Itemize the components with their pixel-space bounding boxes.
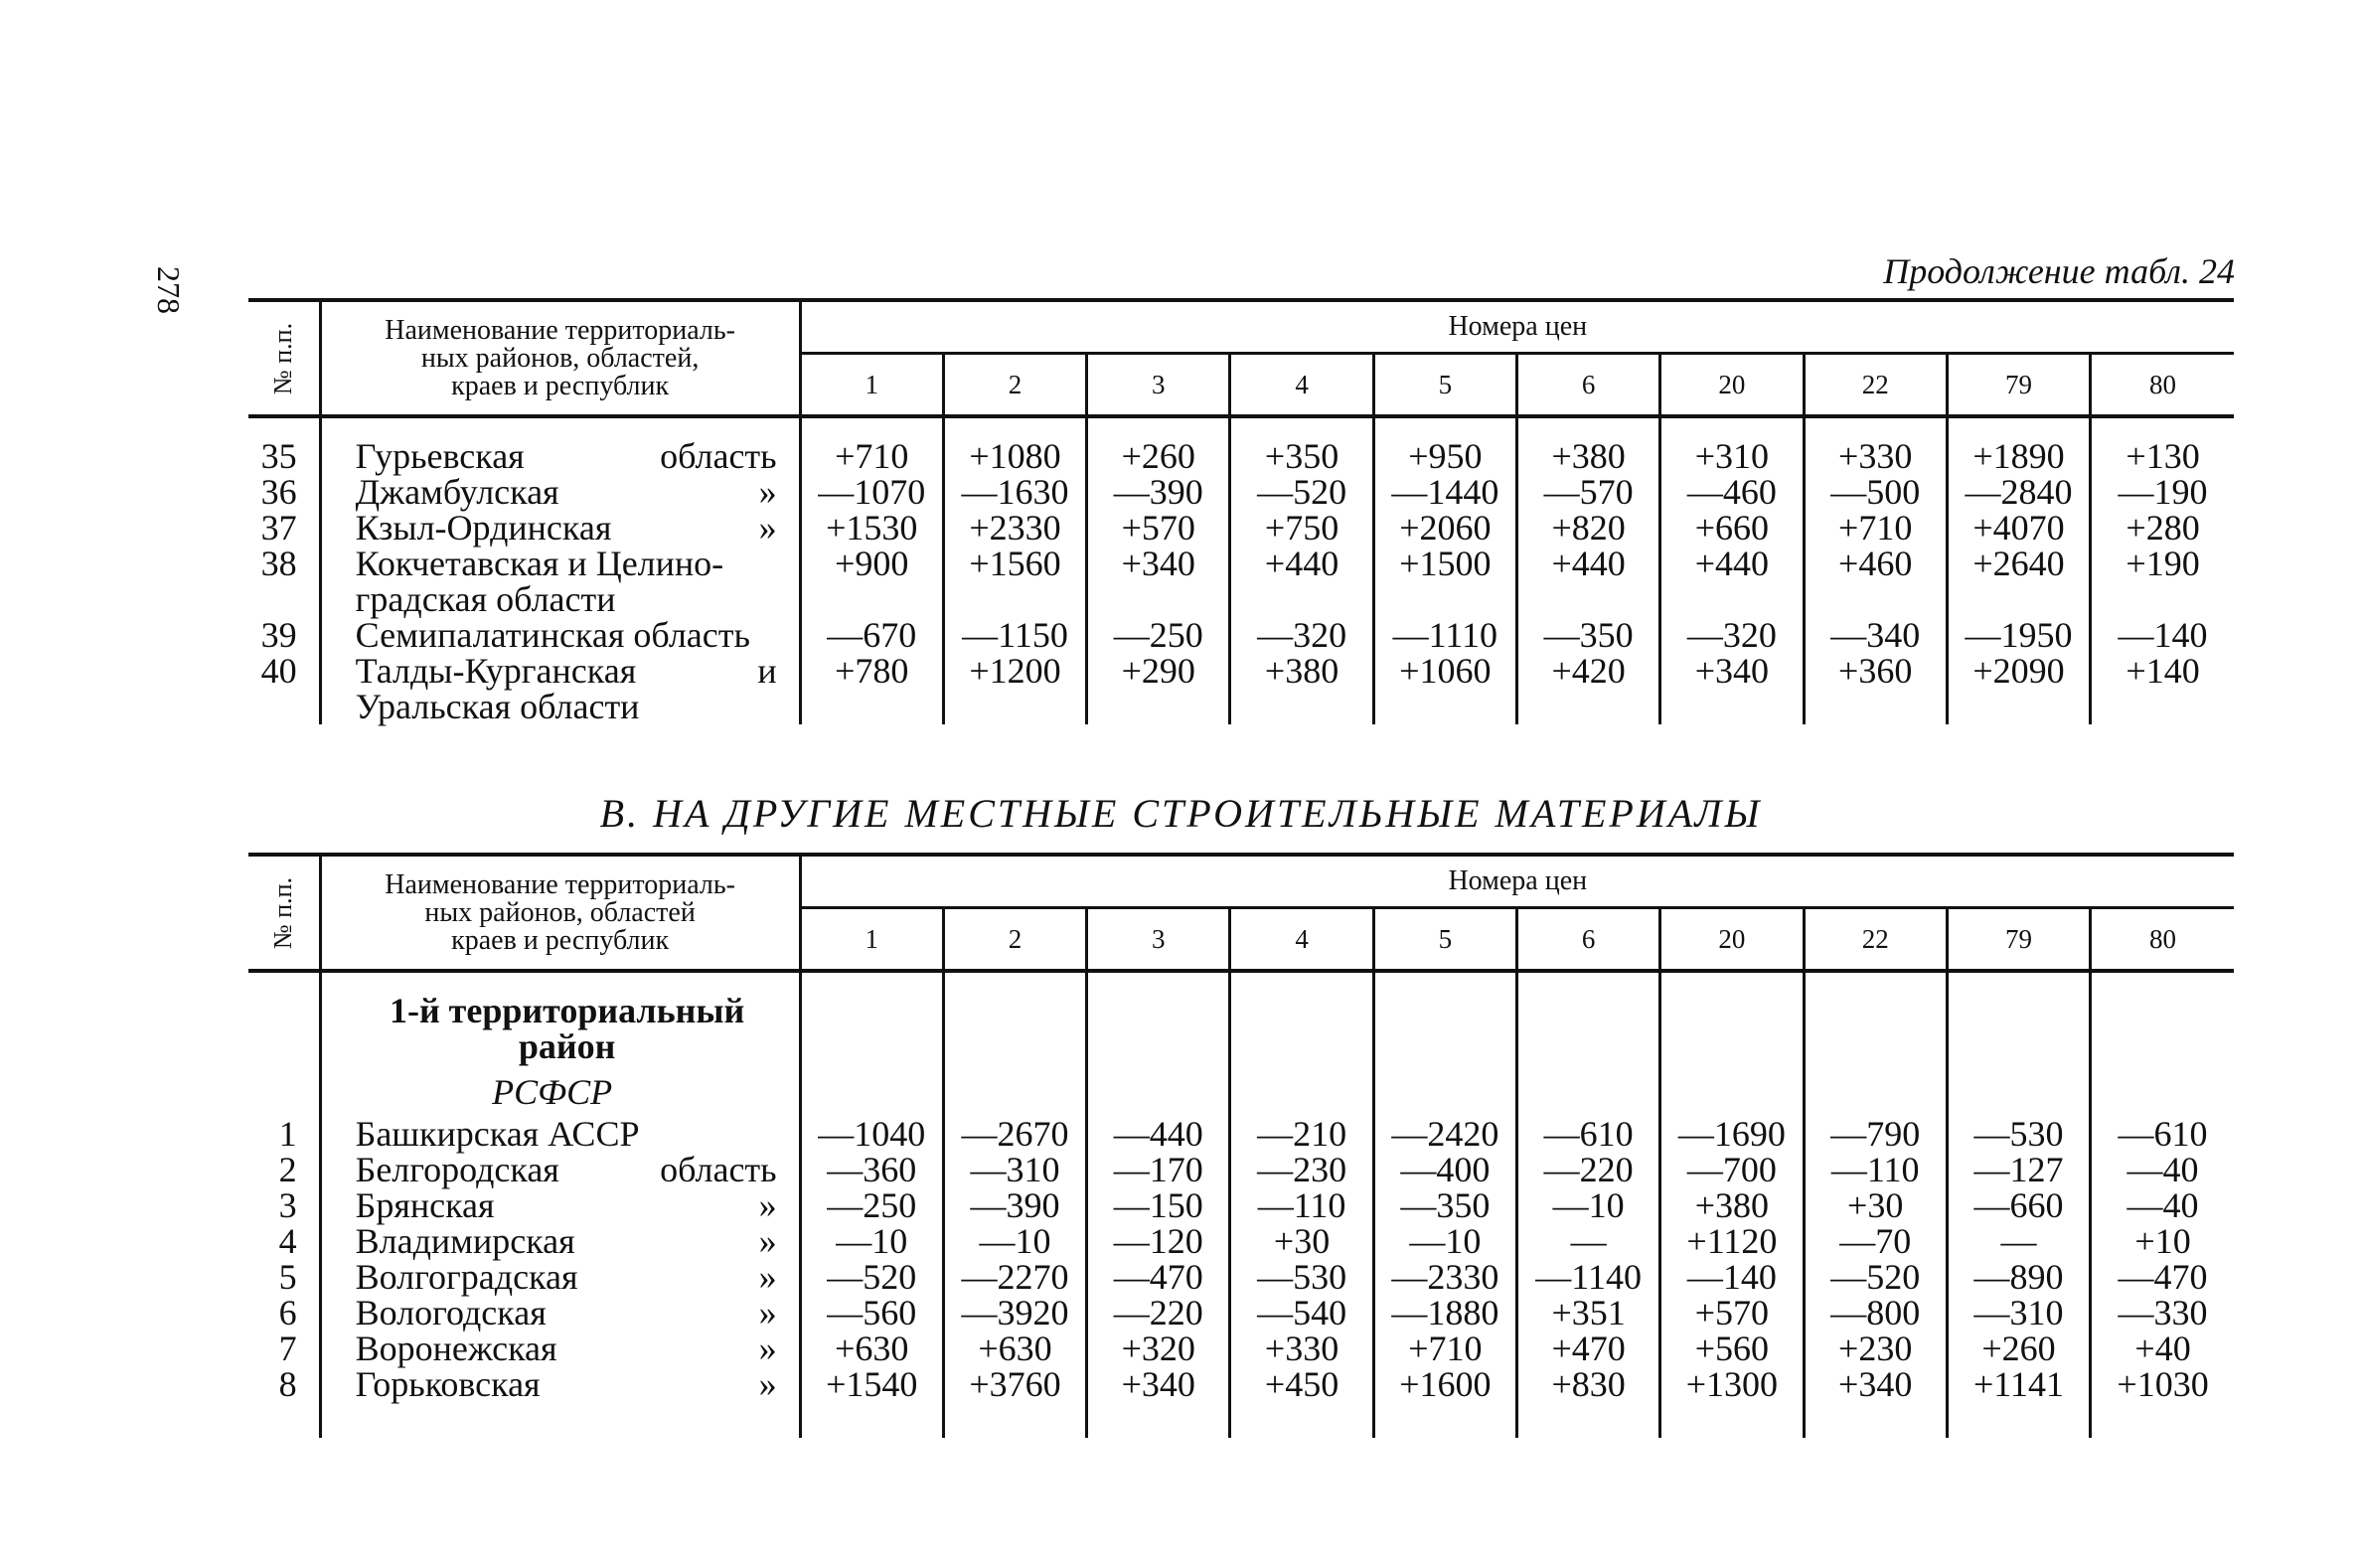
number-column-header: № п.п. [248, 855, 320, 971]
price-value-cell [1087, 581, 1230, 617]
region-name: Гурьевская область [320, 438, 800, 474]
price-value-cell: —220 [1516, 1152, 1659, 1187]
price-value-cell: —1040 [800, 1116, 943, 1152]
price-value-cell: —40 [2126, 1185, 2199, 1225]
price-value-cell [1516, 689, 1659, 724]
price-value-cell: —10 [1373, 1223, 1516, 1259]
section-b-title: В. НА ДРУГИЕ МЕСТНЫЕ СТРОИТЕЛЬНЫЕ МАТЕРИАЛЫ [599, 791, 1763, 836]
price-value-cell: —320 [1660, 617, 1804, 653]
price-value-cell: +340 [1660, 653, 1804, 689]
continuation-title: Продолжение табл. 24 [1883, 251, 2235, 291]
price-value-cell: —1880 [1373, 1295, 1516, 1331]
price-value-cell: +2330 [943, 510, 1086, 546]
price-value-cell: —390 [943, 1187, 1086, 1223]
price-value-cell [1516, 581, 1659, 617]
price-value-cell: —530 [1947, 1116, 2090, 1152]
price-number-header: 22 [1804, 908, 1947, 972]
price-value-cell: —520 [800, 1259, 943, 1295]
price-value-cell: —140 [2118, 615, 2208, 655]
price-value-cell: —1440 [1373, 474, 1516, 510]
region-name: градская области [320, 581, 800, 617]
price-value-cell: +1200 [943, 653, 1086, 689]
price-value-cell: +780 [800, 653, 943, 689]
price-value-cell: —790 [1804, 1116, 1947, 1152]
price-value-cell: +1300 [1660, 1366, 1804, 1402]
price-value-cell: +570 [1660, 1295, 1804, 1331]
price-value-cell: +460 [1804, 546, 1947, 581]
price-value-cell: +440 [1516, 546, 1659, 581]
price-value-cell: +10 [2134, 1221, 2191, 1261]
price-table-local-materials [248, 853, 2234, 1438]
row-number: 40 [260, 651, 297, 691]
price-value-cell: +630 [943, 1331, 1086, 1366]
price-number-header: 3 [1087, 908, 1230, 972]
row-number [248, 581, 320, 617]
price-value-cell [800, 689, 943, 724]
price-value-cell: +1560 [943, 546, 1086, 581]
region-name: Кзыл-Ординская » [320, 510, 800, 546]
region-name: Воронежская » [320, 1331, 800, 1366]
price-value-cell: +310 [1660, 438, 1804, 474]
price-value-cell: —210 [1230, 1116, 1373, 1152]
price-value-cell [1373, 581, 1516, 617]
price-value-cell: —670 [800, 617, 943, 653]
price-value-cell: +1120 [1660, 1223, 1804, 1259]
region-name: Джамбулская » [320, 474, 800, 510]
row-number: 1 [278, 1114, 297, 1154]
row-number: 35 [260, 436, 297, 476]
price-value-cell: +2090 [1947, 653, 2090, 689]
price-value-cell: —140 [1660, 1259, 1804, 1295]
number-column-header: № п.п. [248, 300, 320, 416]
table-row [248, 581, 2234, 617]
table-row [248, 1187, 2234, 1223]
table-row [248, 438, 2234, 474]
price-value-cell: +420 [1516, 653, 1659, 689]
price-value-cell: +710 [800, 438, 943, 474]
price-value-cell: +290 [1087, 653, 1230, 689]
row-number [248, 689, 320, 724]
price-value-cell: —320 [1230, 617, 1373, 653]
price-value-cell: —190 [2118, 472, 2208, 512]
row-number: 39 [260, 615, 297, 655]
price-value-cell: —110 [1804, 1152, 1947, 1187]
price-numbers-group-header: Номера цен [800, 300, 2234, 354]
price-value-cell: —360 [800, 1152, 943, 1187]
table-row [248, 1295, 2234, 1331]
price-value-cell: +1060 [1373, 653, 1516, 689]
price-number-header: 2 [943, 354, 1086, 417]
price-value-cell: +4070 [1947, 510, 2090, 546]
price-value-cell: +40 [2134, 1329, 2191, 1368]
price-value-cell: —250 [800, 1187, 943, 1223]
price-value-cell [943, 581, 1086, 617]
price-value-cell [800, 581, 943, 617]
price-value-cell: —1070 [800, 474, 943, 510]
table-row [248, 1116, 2234, 1152]
price-value-cell: —1630 [943, 474, 1086, 510]
table-row [248, 1331, 2234, 1366]
price-value-cell: +450 [1230, 1366, 1373, 1402]
price-value-cell [1230, 581, 1373, 617]
price-value-cell: —250 [1087, 617, 1230, 653]
price-value-cell: —700 [1660, 1152, 1804, 1187]
name-column-header: Наименование территориаль- ных районов, областей краев и республик [320, 855, 800, 971]
price-value-cell: —310 [1947, 1295, 2090, 1331]
price-value-cell: +710 [1373, 1331, 1516, 1366]
table-row [248, 546, 2234, 581]
price-value-cell: — [1947, 1223, 2090, 1259]
table-row [248, 1223, 2234, 1259]
price-value-cell [1660, 581, 1804, 617]
table-row [248, 510, 2234, 546]
price-numbers-group-header: Номера цен [800, 855, 2234, 908]
price-value-cell: +1890 [1947, 438, 2090, 474]
row-number: 37 [260, 508, 297, 548]
price-value-cell [1660, 689, 1804, 724]
price-number-header: 5 [1373, 354, 1516, 417]
price-number-header: 1 [800, 908, 943, 972]
price-value-cell: +380 [1660, 1187, 1804, 1223]
price-value-cell: +1080 [943, 438, 1086, 474]
price-value-cell: +380 [1516, 438, 1659, 474]
region-name: Уральская области [320, 689, 800, 724]
price-value-cell: —220 [1087, 1295, 1230, 1331]
price-value-cell [1804, 689, 1947, 724]
price-value-cell: +470 [1516, 1331, 1659, 1366]
price-value-cell [1804, 581, 1947, 617]
price-value-cell: +260 [1947, 1331, 2090, 1366]
price-value-cell: —40 [2126, 1150, 2199, 1189]
row-number: 38 [260, 544, 297, 583]
price-value-cell: —1690 [1660, 1116, 1804, 1152]
price-value-cell: +440 [1660, 546, 1804, 581]
table-row [248, 1366, 2234, 1402]
price-value-cell: —340 [1804, 617, 1947, 653]
price-value-cell: +360 [1804, 653, 1947, 689]
price-value-cell: —150 [1087, 1187, 1230, 1223]
price-value-cell: —350 [1373, 1187, 1516, 1223]
price-value-cell: —120 [1087, 1223, 1230, 1259]
price-value-cell [1087, 689, 1230, 724]
price-value-cell: —127 [1947, 1152, 2090, 1187]
price-value-cell: —400 [1373, 1152, 1516, 1187]
price-value-cell: —520 [1804, 1259, 1947, 1295]
price-value-cell [1947, 689, 2090, 724]
price-value-cell: +30 [1804, 1187, 1947, 1223]
price-value-cell: +350 [1230, 438, 1373, 474]
row-number: 4 [278, 1221, 297, 1261]
district-title: 1-й территориальный район [389, 991, 745, 1066]
table-tail [248, 1402, 2234, 1438]
price-number-header: 2 [943, 908, 1086, 972]
price-number-header: 4 [1230, 354, 1373, 417]
price-value-cell: +2640 [1947, 546, 2090, 581]
price-value-cell: +2060 [1373, 510, 1516, 546]
price-value-cell: +140 [2126, 651, 2200, 691]
price-value-cell: +1530 [800, 510, 943, 546]
price-value-cell: —390 [1087, 474, 1230, 510]
price-value-cell: —440 [1087, 1116, 1230, 1152]
price-value-cell: —570 [1516, 474, 1659, 510]
price-value-cell: +280 [2126, 508, 2200, 548]
price-value-cell: —460 [1660, 474, 1804, 510]
price-value-cell: +570 [1087, 510, 1230, 546]
price-value-cell: +351 [1516, 1295, 1659, 1331]
price-value-cell: —660 [1947, 1187, 2090, 1223]
price-value-cell: —10 [943, 1223, 1086, 1259]
price-value-cell: +340 [1087, 1366, 1230, 1402]
price-number-header: 79 [1947, 908, 2090, 972]
price-number-header: 80 [2091, 354, 2234, 417]
price-value-cell: —2670 [943, 1116, 1086, 1152]
price-value-cell: —2420 [1373, 1116, 1516, 1152]
region-name: Башкирская АССР [320, 1116, 800, 1152]
price-value-cell: +630 [800, 1331, 943, 1366]
table-row [248, 689, 2234, 724]
price-value-cell: +660 [1660, 510, 1804, 546]
price-value-cell [1373, 689, 1516, 724]
price-value-cell: —520 [1230, 474, 1373, 510]
price-value-cell: —2840 [1947, 474, 2090, 510]
price-value-cell: — [1516, 1223, 1659, 1259]
price-value-cell: —310 [943, 1152, 1086, 1187]
price-value-cell: —330 [2118, 1293, 2208, 1333]
row-number: 6 [278, 1293, 297, 1333]
page-number: 278 [151, 266, 187, 314]
price-value-cell: —890 [1947, 1259, 2090, 1295]
row-number: 2 [278, 1150, 297, 1189]
row-number: 5 [278, 1257, 297, 1297]
price-value-cell: +440 [1230, 546, 1373, 581]
price-value-cell: +1141 [1947, 1366, 2090, 1402]
price-value-cell: —500 [1804, 474, 1947, 510]
price-value-cell: —1950 [1947, 617, 2090, 653]
price-table-continuation [248, 298, 2234, 724]
price-value-cell [1947, 581, 2090, 617]
row-number: 36 [260, 472, 297, 512]
price-value-cell: +830 [1516, 1366, 1659, 1402]
region-name: Семипалатинская область [320, 617, 800, 653]
region-name: Белгородская область [320, 1152, 800, 1187]
row-number: 3 [278, 1185, 297, 1225]
price-value-cell: —610 [1516, 1116, 1659, 1152]
price-value-cell: +130 [2126, 436, 2200, 476]
price-value-cell: +820 [1516, 510, 1659, 546]
price-value-cell [1230, 689, 1373, 724]
price-value-cell: +340 [1087, 546, 1230, 581]
name-column-header: Наименование территориаль- ных районов, областей, краев и республик [320, 300, 800, 416]
price-value-cell: —2270 [943, 1259, 1086, 1295]
price-number-header: 3 [1087, 354, 1230, 417]
price-value-cell: —530 [1230, 1259, 1373, 1295]
price-value-cell: —10 [1516, 1187, 1659, 1223]
price-number-header: 4 [1230, 908, 1373, 972]
price-value-cell: +30 [1230, 1223, 1373, 1259]
table-row [248, 1259, 2234, 1295]
price-value-cell: —1150 [943, 617, 1086, 653]
price-value-cell: +900 [800, 546, 943, 581]
region-name: Вологодская » [320, 1295, 800, 1331]
price-value-cell: +230 [1804, 1331, 1947, 1366]
price-value-cell: +330 [1230, 1331, 1373, 1366]
price-value-cell: +750 [1230, 510, 1373, 546]
price-number-header: 22 [1804, 354, 1947, 417]
price-value-cell: +1030 [2117, 1364, 2209, 1404]
table-row [248, 1152, 2234, 1187]
price-number-header: 79 [1947, 354, 2090, 417]
price-value-cell: —350 [1516, 617, 1659, 653]
price-value-cell: +950 [1373, 438, 1516, 474]
price-value-cell: —1140 [1516, 1259, 1659, 1295]
price-value-cell: —2330 [1373, 1259, 1516, 1295]
price-value-cell: +320 [1087, 1331, 1230, 1366]
price-number-header: 6 [1516, 354, 1659, 417]
price-value-cell [943, 689, 1086, 724]
price-value-cell: —110 [1230, 1187, 1373, 1223]
region-name: Кокчетавская и Целино- [320, 546, 800, 581]
price-value-cell: —540 [1230, 1295, 1373, 1331]
district-heading-row [248, 993, 2234, 1116]
price-value-cell: +1540 [800, 1366, 943, 1402]
table-row [248, 617, 2234, 653]
price-value-cell: +1500 [1373, 546, 1516, 581]
price-value-cell: +560 [1660, 1331, 1804, 1366]
price-value-cell: —170 [1087, 1152, 1230, 1187]
price-value-cell [2091, 581, 2234, 617]
republic-title: РСФСР [492, 1072, 613, 1112]
price-value-cell: —800 [1804, 1295, 1947, 1331]
region-name: Горьковская » [320, 1366, 800, 1402]
table-row [248, 474, 2234, 510]
price-value-cell: +330 [1804, 438, 1947, 474]
row-number: 8 [278, 1364, 297, 1404]
row-number: 7 [278, 1329, 297, 1368]
price-value-cell: +3760 [943, 1366, 1086, 1402]
price-value-cell: —470 [2118, 1257, 2208, 1297]
price-value-cell: —610 [2118, 1114, 2208, 1154]
price-value-cell: —470 [1087, 1259, 1230, 1295]
price-value-cell: —70 [1804, 1223, 1947, 1259]
region-name: Брянская » [320, 1187, 800, 1223]
price-value-cell [2091, 689, 2234, 724]
price-number-header: 6 [1516, 908, 1659, 972]
price-value-cell: +260 [1087, 438, 1230, 474]
price-value-cell: +1600 [1373, 1366, 1516, 1402]
price-value-cell: +710 [1804, 510, 1947, 546]
price-value-cell: +190 [2126, 544, 2200, 583]
price-value-cell: —1110 [1373, 617, 1516, 653]
region-name: Волгоградская » [320, 1259, 800, 1295]
price-value-cell: —560 [800, 1295, 943, 1331]
price-value-cell: —230 [1230, 1152, 1373, 1187]
price-number-header: 5 [1373, 908, 1516, 972]
price-number-header: 20 [1660, 354, 1804, 417]
region-name: Талды-Курганская и [320, 653, 800, 689]
table-row [248, 653, 2234, 689]
price-value-cell: +380 [1230, 653, 1373, 689]
price-number-header: 20 [1660, 908, 1804, 972]
price-number-header: 1 [800, 354, 943, 417]
price-value-cell: +340 [1804, 1366, 1947, 1402]
price-value-cell: —10 [800, 1223, 943, 1259]
price-number-header: 80 [2091, 908, 2234, 972]
region-name: Владимирская » [320, 1223, 800, 1259]
price-value-cell: —3920 [943, 1295, 1086, 1331]
